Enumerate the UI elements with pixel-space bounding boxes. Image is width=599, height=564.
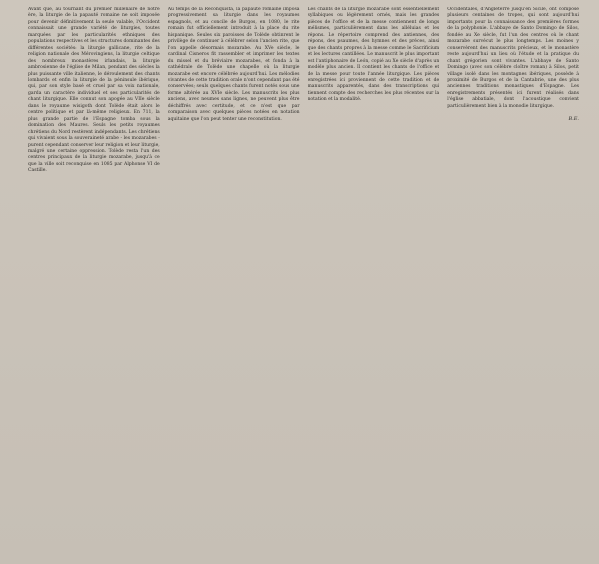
signature: B.E.	[568, 116, 579, 123]
column-2	[168, 7, 300, 557]
column-3	[308, 7, 440, 557]
paragraph: Au temps de la Reconquista, la papauté romaine imposa progressivement sa liturgie dans les royaumes espagnols, et au concile de Burgos, en 1080, le rite romain fut officiellement introduit à la place du rite hispanique. Seules six paroisses de Tolède obtinrent le privilège de continuer à célébrer selon l'ancien rite, que l'on appelle désormais mozarabe. Au XVe siècle, le cardinal Cisneros fit rassembler et imprimer les textes du missel et du bréviaire mozarabes, et fonda à la cathédrale de Tolède une chapelle où la liturgie mozarabe est encore célébrée aujourd'hui. Les mélodies vivantes de cette tradition orale n'ont cependant pas été conservées; seuls quelques chants furent notés sous une forme altérée au XVIe siècle. Les manuscrits les plus anciens, avec neumes sans lignes, ne peuvent plus être déchiffrés avec certitude, et ce n'est que par comparaison avec quelques pièces notées en notation aquitaine que l'on peut tenter une reconstitution.	[167, 7, 300, 122]
text-columns	[28, 7, 579, 557]
paragraph: Avant que, au tournant du premier millénaire de notre ère, la liturgie de la papauté romaine ne soit imposée pour devenir définitivement la seule valable, l'Occident connaissait une grande variété de liturgies, toutes marquées par les particularités ethniques des populations respectives et les structures dominantes des différentes sociétés: la liturgie gallicane, rite de la religion nationale des Mérovingiens, la liturgie celtique des nombreux monastères irlandais, la liturgie ambrosienne de l'église de Milan, pendant des siècles la plus puissante ville italienne, le déroulement des chants lombards et enfin la liturgie de la péninsule ibérique, qui, par son style basé et cruel par sa voix nationale, garda un caractère individuel et ses particularités de chant liturgique. Elle connut son apogée au VIIe siècle dans le royaume wisigoth dont Tolède était alors le centre politique et par là-même religieux. En 711, la plus grande partie de l'Espagne tomba sous la domination des Maures. Seuls les petits royaumes chrétiens du Nord restèrent indépendants. Les chrétiens qui vivaient sous la souveraineté arabe - les mozarabes - purent cependant conserver leur religion et leur liturgie, malgré une certaine oppression. Tolède resta l'un des centres principaux de la liturgie mozarabe, jusqu'à ce que la ville soit reconquise en 1085 par Alphonse VI de Castille.	[28, 7, 160, 174]
column-4	[447, 7, 579, 557]
paragraph: Occidentales, d'Angleterre jusqu'en Sicile, ont composé plusieurs centaines de tropes, qui sont aujourd'hui importants pour la connaissance des premières formes de la polyphonie. L'abbaye de Santo Domingo de Silos, fondée au Xe siècle, fut l'un des centres où le chant mozarabe survécut le plus longtemps. Les moines y conservèrent des manuscrits précieux, et le monastère reste aujourd'hui un lieu où l'étude et la pratique du chant grégorien sont vivantes. L'abbaye de Santo Domingo (avec son célèbre cloître roman) à Silos, petit village isolé dans les montagnes ibériques, possède à proximité de Burgos et de la Cantabrie, une des plus anciennes traditions monastiques d'Espagne. Les enregistrements présentés ici furent réalisés dans l'église abbatiale, dont l'acoustique convient particulièrement bien à la monodie liturgique.	[447, 7, 579, 109]
column-1	[28, 7, 160, 557]
paragraph: Les chants de la liturgie mozarabe sont essentiellement syllabiques ou légèrement ornés, mais les grandes pièces de l'office et de la messe contiennent de longs mélismes, particulièrement dans les alléluias et les répons. Le répertoire comprend des antiennes, des répons, des psaumes, des hymnes et des préces, ainsi que des chants propres à la messe comme le Sacrificium et les lectures cantillées. Le manuscrit le plus important est l'antiphonaire de León, copié au Xe siècle d'après un modèle plus ancien. Il contient les chants de l'office et de la messe pour toute l'année liturgique. Les pièces enregistrées ici proviennent de cette tradition et de manuscrits apparentés, dans des transcriptions qui tiennent compte des recherches les plus récentes sur la notation et la modalité.	[307, 7, 440, 103]
